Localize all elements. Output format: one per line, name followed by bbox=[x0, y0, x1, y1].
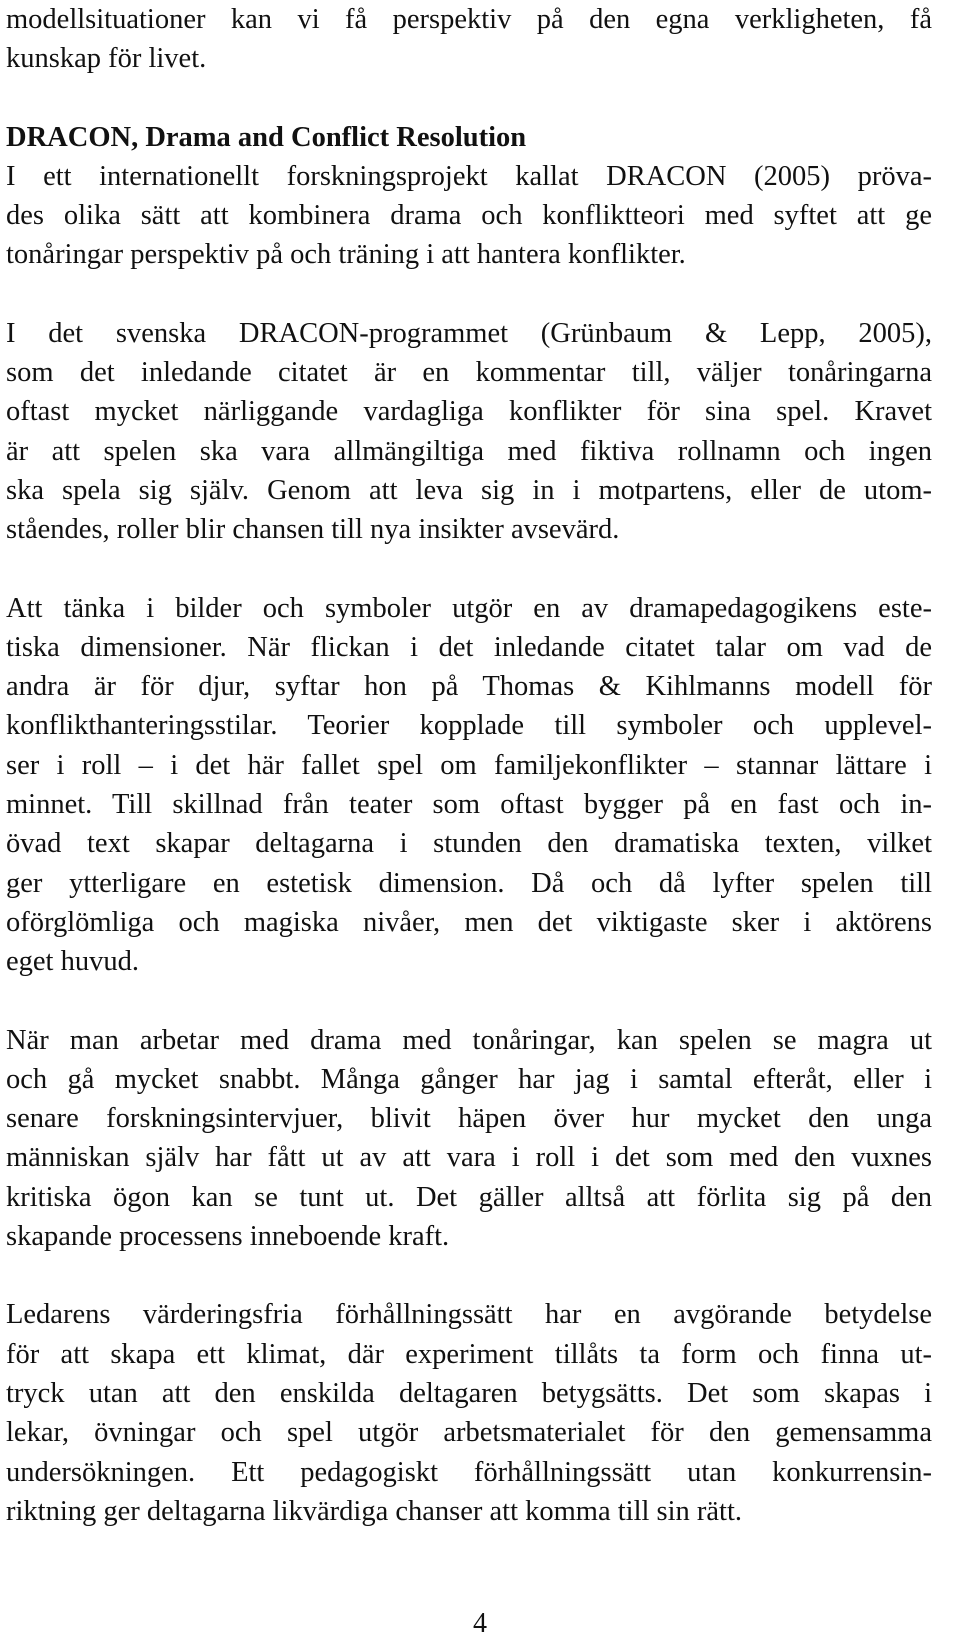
text-line: oftast mycket närliggande vardagliga konflikter för sina spel. Kravet bbox=[6, 396, 932, 428]
text-line: ståendes, roller blir chansen till nya insikter avsevärd. bbox=[6, 514, 620, 546]
text-line: ser i roll – i det här fallet spel om familjekonflikter – stannar lättare i bbox=[6, 749, 932, 781]
page-number: 4 bbox=[473, 1608, 487, 1639]
text-line: är att spelen ska vara allmängiltiga med fiktiva rollnamn och ingen bbox=[6, 435, 932, 467]
page-content bbox=[6, 0, 932, 1531]
text-line: andra är för djur, syftar hon på Thomas & Kihlmanns modell för bbox=[6, 671, 932, 703]
text-line: ska spela sig själv. Genom att leva sig in i motpartens, eller de utom- bbox=[6, 474, 932, 506]
text-line: kritiska ögon kan se tunt ut. Det gäller alltså att förlita sig på den bbox=[6, 1181, 932, 1213]
text-line: Att tänka i bilder och symboler utgör en av dramapedagogikens este- bbox=[6, 592, 932, 624]
text-line: kunskap för livet. bbox=[6, 43, 207, 75]
paragraph-spacer bbox=[6, 550, 932, 589]
text-line: Ledarens värderingsfria förhållningssätt har en avgörande betydelse bbox=[6, 1299, 932, 1331]
paragraph-swedish-program bbox=[6, 314, 932, 550]
paragraph-teenagers bbox=[6, 1021, 932, 1257]
text-line: eget huvud. bbox=[6, 946, 139, 978]
text-line: konflikthanteringsstilar. Teorier kopplade till symboler och upplevel- bbox=[6, 710, 932, 742]
paragraph-dracon bbox=[6, 118, 932, 275]
paragraph-spacer bbox=[6, 1256, 932, 1295]
text-line: tonåringar perspektiv på och träning i att hantera konflikter. bbox=[6, 239, 686, 271]
paragraph-symbols bbox=[6, 589, 932, 982]
text-line: undersökningen. Ett pedagogiskt förhållningssätt utan konkurrensin- bbox=[6, 1456, 932, 1488]
text-line: senare forskningsintervjuer, blivit häpen över hur mycket den unga bbox=[6, 1103, 932, 1135]
text-line: minnet. Till skillnad från teater som oftast bygger på en fast och in- bbox=[6, 789, 932, 821]
text-line: övad text skapar deltagarna i stunden den dramatiska texten, vilket bbox=[6, 828, 932, 860]
paragraph-spacer bbox=[6, 79, 932, 118]
text-line: I det svenska DRACON-programmet (Grünbaum & Lepp, 2005), bbox=[6, 317, 932, 349]
section-heading: DRACON, Drama and Conflict Resolution bbox=[6, 121, 527, 153]
text-line: tiska dimensioner. När flickan i det inledande citatet talar om vad de bbox=[6, 631, 932, 663]
text-line: oförglömliga och magiska nivåer, men det viktigaste sker i aktörens bbox=[6, 906, 932, 938]
paragraph-intro bbox=[6, 0, 932, 79]
text-line: och gå mycket snabbt. Många gånger har jag i samtal efteråt, eller i bbox=[6, 1063, 932, 1095]
paragraph-spacer bbox=[6, 275, 932, 314]
text-line: människan själv har fått ut av att vara i roll i det som med den vuxnes bbox=[6, 1142, 932, 1174]
text-line: riktning ger deltagarna likvärdiga chanser att komma till sin rätt. bbox=[6, 1495, 743, 1527]
text-line: lekar, övningar och spel utgör arbetsmaterialet för den gemensamma bbox=[6, 1417, 932, 1449]
text-line: modellsituationer kan vi få perspektiv på den egna verkligheten, få bbox=[6, 4, 932, 35]
text-line: för att skapa ett klimat, där experiment tillåts ta form och finna ut- bbox=[6, 1338, 932, 1370]
text-line: des olika sätt att kombinera drama och konfliktteori med syftet att ge bbox=[6, 200, 932, 232]
text-line: som det inledande citatet är en kommentar till, väljer tonåringarna bbox=[6, 357, 932, 389]
text-line: När man arbetar med drama med tonåringar, kan spelen se magra ut bbox=[6, 1024, 932, 1056]
text-line: tryck utan att den enskilda deltagaren betygsätts. Det som skapas i bbox=[6, 1377, 932, 1409]
text-line: ger ytterligare en estetisk dimension. Då och då lyfter spelen till bbox=[6, 867, 932, 899]
paragraph-spacer bbox=[6, 982, 932, 1021]
paragraph-leader bbox=[6, 1295, 932, 1531]
text-line: skapande processens inneboende kraft. bbox=[6, 1221, 450, 1253]
text-line: I ett internationellt forskningsprojekt kallat DRACON (2005) pröva- bbox=[6, 160, 932, 192]
